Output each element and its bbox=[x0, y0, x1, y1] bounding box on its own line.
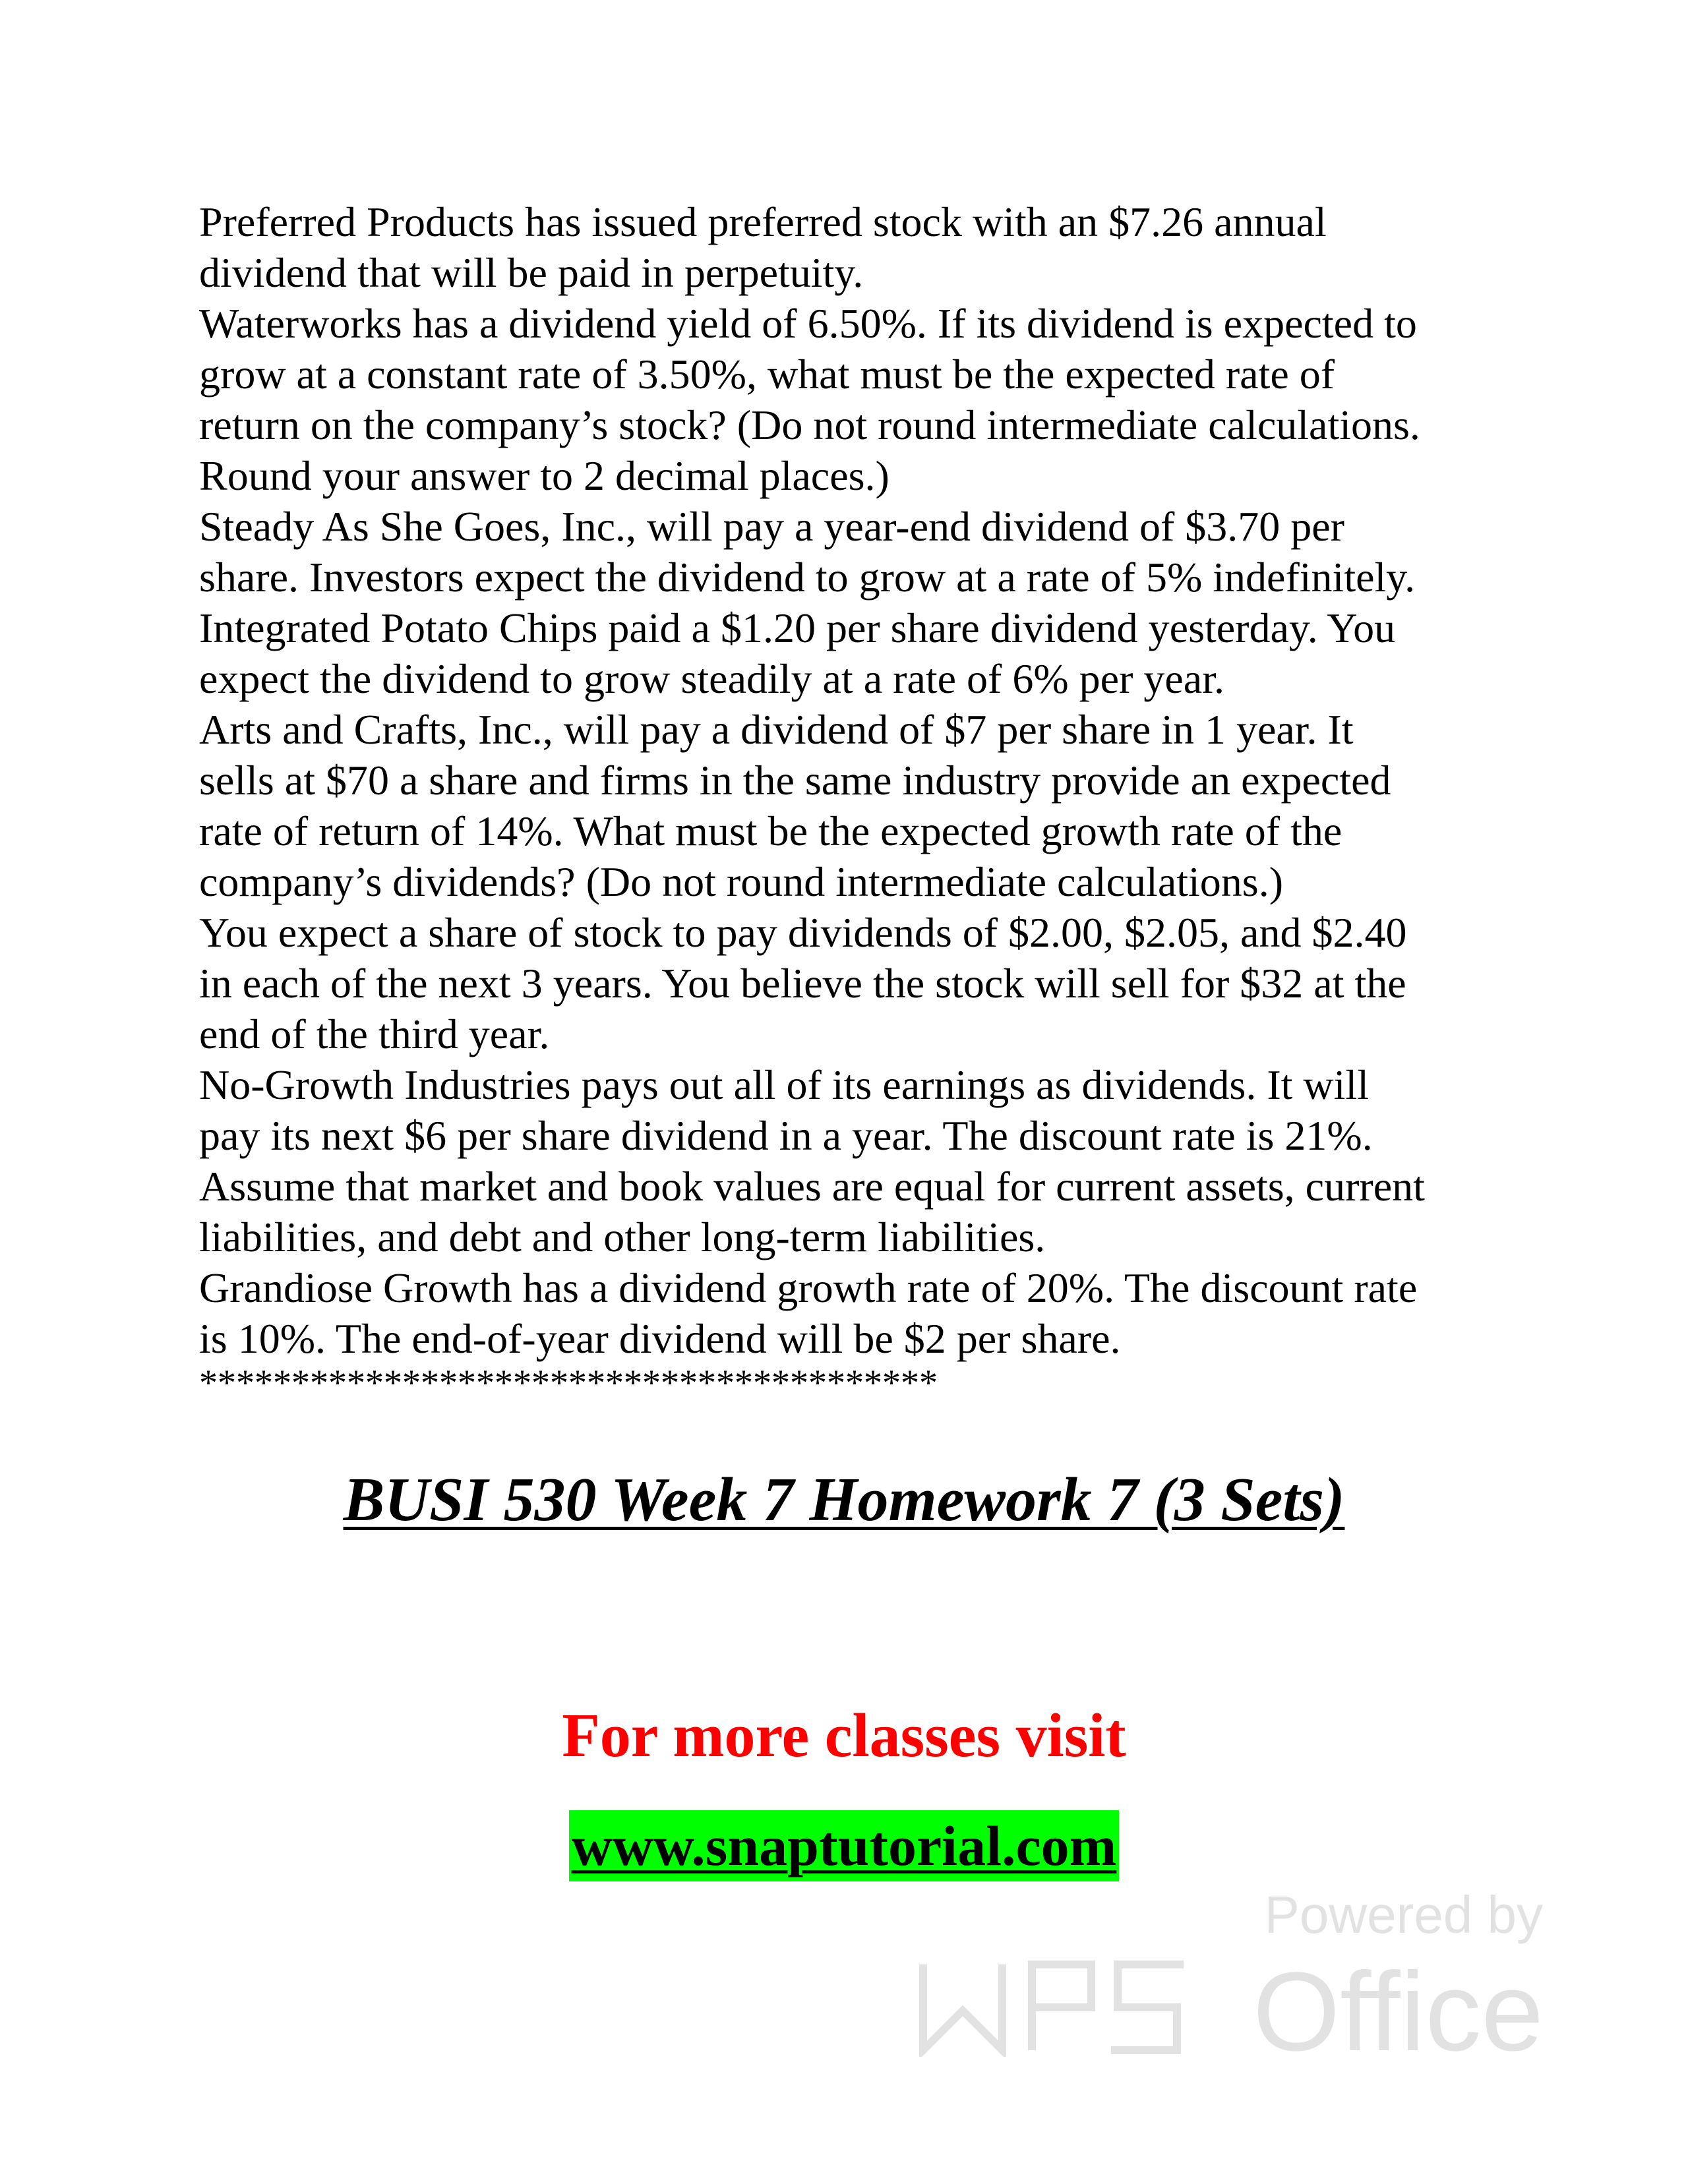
watermark-powered-by: Powered by bbox=[1264, 1885, 1543, 1944]
separator-stars: **************************************** bbox=[199, 1363, 938, 1403]
body-line: You expect a share of stock to pay dividends of $2.00, $2.05, and $2.40 bbox=[199, 909, 1407, 956]
wps-watermark bbox=[917, 1885, 1550, 2057]
body-line: Preferred Products has issued preferred stock with an $7.26 annual bbox=[199, 198, 1327, 245]
body-line: grow at a constant rate of 3.50%, what must be the expected rate of bbox=[199, 351, 1335, 398]
body-line: end of the third year. bbox=[199, 1011, 550, 1057]
wps-office-logo-icon bbox=[917, 1958, 1550, 2057]
svg-text:Office: Office bbox=[1253, 1958, 1544, 2057]
page-heading bbox=[0, 1463, 1688, 1536]
body-line: Round your answer to 2 decimal places.) bbox=[199, 452, 889, 499]
body-line: rate of return of 14%. What must be the expected growth rate of the bbox=[199, 808, 1342, 854]
body-line: is 10%. The end-of-year dividend will be $2 per share. bbox=[199, 1315, 1121, 1362]
body-line: Steady As She Goes, Inc., will pay a year-end dividend of $3.70 per bbox=[199, 503, 1344, 550]
body-line: No-Growth Industries pays out all of its earnings as dividends. It will bbox=[199, 1061, 1369, 1108]
body-line: return on the company’s stock? (Do not round intermediate calculations. bbox=[199, 401, 1420, 448]
promo-link-container bbox=[0, 1810, 1688, 1881]
body-line: Integrated Potato Chips paid a $1.20 per share dividend yesterday. You bbox=[199, 605, 1396, 651]
heading-text: BUSI 530 Week 7 Homework 7 (3 Sets) bbox=[343, 1465, 1345, 1534]
promo-link[interactable]: www.snaptutorial.com bbox=[569, 1810, 1120, 1881]
body-line: sells at $70 a share and firms in the same industry provide an expected bbox=[199, 757, 1391, 804]
body-line: company’s dividends? (Do not round intermediate calculations.) bbox=[199, 858, 1283, 905]
body-line: dividend that will be paid in perpetuity. bbox=[199, 249, 864, 296]
body-text bbox=[199, 196, 1518, 1364]
body-line: in each of the next 3 years. You believe the stock will sell for $32 at the bbox=[199, 960, 1406, 1007]
body-line: Grandiose Growth has a dividend growth rate of 20%. The discount rate bbox=[199, 1264, 1418, 1311]
body-line: pay its next $6 per share dividend in a year. The discount rate is 21%. bbox=[199, 1112, 1373, 1159]
promo-text: For more classes visit bbox=[562, 1701, 1126, 1770]
body-line: Assume that market and book values are equal for current assets, current bbox=[199, 1163, 1425, 1210]
body-line: share. Investors expect the dividend to grow at a rate of 5% indefinitely. bbox=[199, 554, 1416, 601]
body-line: expect the dividend to grow steadily at a rate of 6% per year. bbox=[199, 655, 1224, 702]
body-line: liabilities, and debt and other long-term liabilities. bbox=[199, 1214, 1046, 1260]
body-line: Arts and Crafts, Inc., will pay a dividend of $7 per share in 1 year. It bbox=[199, 706, 1354, 753]
body-line: Waterworks has a dividend yield of 6.50%. If its dividend is expected to bbox=[199, 300, 1417, 347]
